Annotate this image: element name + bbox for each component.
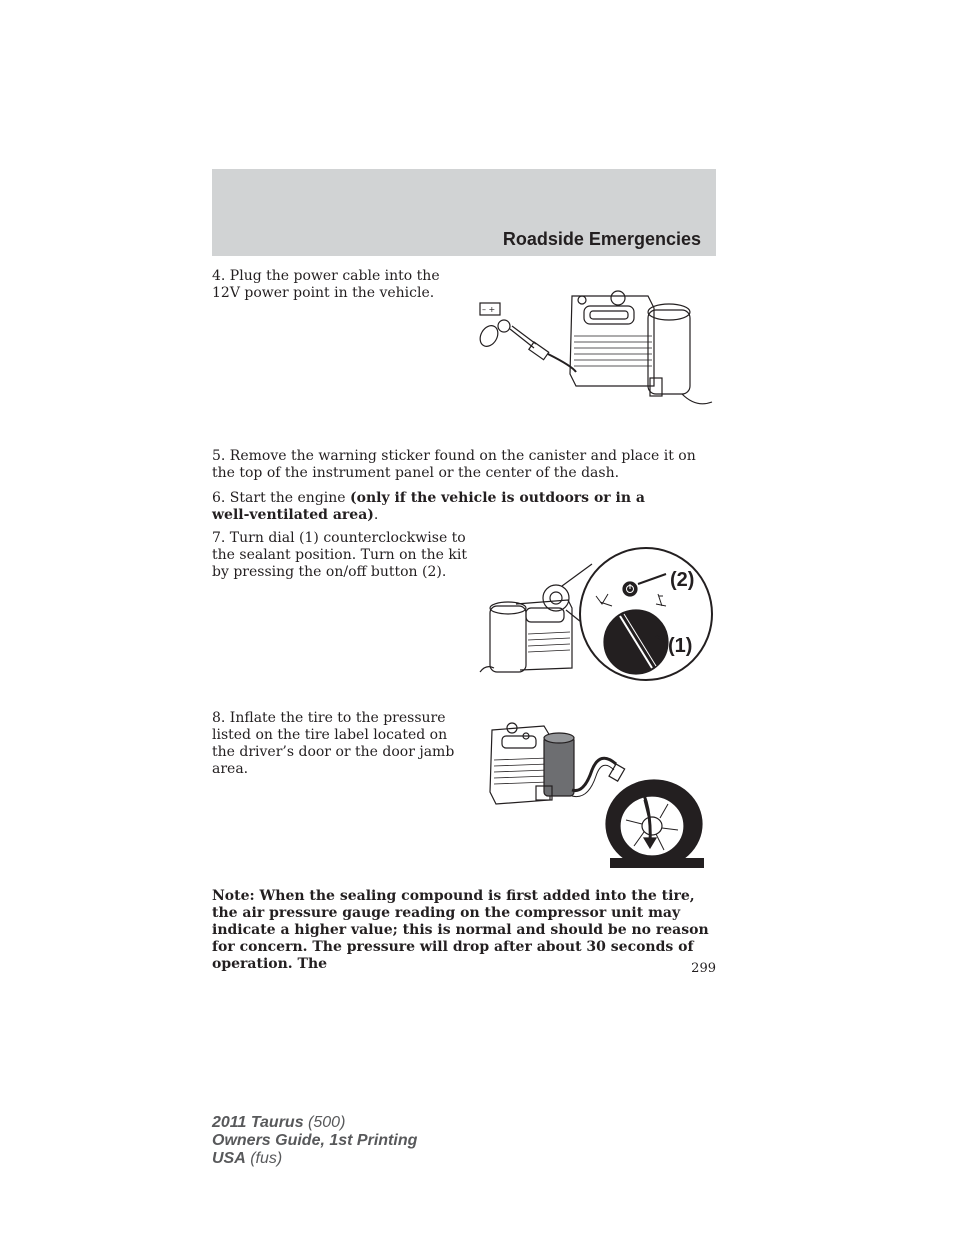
step-6-bold-caution: (only if the vehicle is outdoors or in a well-ventilated area) (212, 490, 645, 523)
compressor-dial-button-illustration (476, 544, 716, 684)
step-5-text: 5. Remove the warning sticker found on the canister and place it on the top of the instrument panel or the center of the dash. (212, 448, 696, 481)
footer-guide-title: Owners Guide, 1st Printing (212, 1132, 418, 1149)
callout-label-dial: (1) (668, 635, 693, 657)
page-number: 299 (691, 961, 716, 976)
document-footer (212, 1114, 417, 1168)
step-6-suffix: . (373, 507, 379, 523)
step-7-text: 7. Turn dial (1) counterclockwise to the sealant position. Turn on the kit by pressing the on/off button (2). (212, 530, 467, 580)
callout-label-button: (2) (670, 569, 695, 591)
footer-region: USA (212, 1150, 246, 1167)
compressor-inflating-tire-illustration (488, 720, 708, 868)
battery-symbol: – + (482, 305, 496, 314)
compressor-power-plug-illustration (476, 286, 716, 412)
footer-region-code: (fus) (245, 1150, 283, 1167)
sealant-pressure-note: Note: When the sealing compound is first added into the tire, the air pressure gauge reading on the compressor unit may indicate a higher value; this is normal and should be no reason for concern. The pressure will drop after about 30 seconds of operation. The (212, 888, 709, 972)
footer-model-name: 2011 Taurus (212, 1114, 304, 1131)
footer-line-region (212, 1150, 417, 1168)
section-header-band (212, 169, 716, 256)
step-6-prefix: 6. Start the engine (212, 490, 351, 506)
footer-line-guide (212, 1132, 417, 1150)
footer-model-code: (500) (303, 1114, 346, 1131)
footer-line-model (212, 1114, 417, 1132)
step-6-text (212, 490, 672, 524)
section-title: Roadside Emergencies (502, 229, 701, 249)
step-4-text: 4. Plug the power cable into the 12V power point in the vehicle. (212, 268, 440, 301)
step-8-text: 8. Inflate the tire to the pressure listed on the tire label located on the driver’s door or the door jamb area. (212, 710, 455, 777)
